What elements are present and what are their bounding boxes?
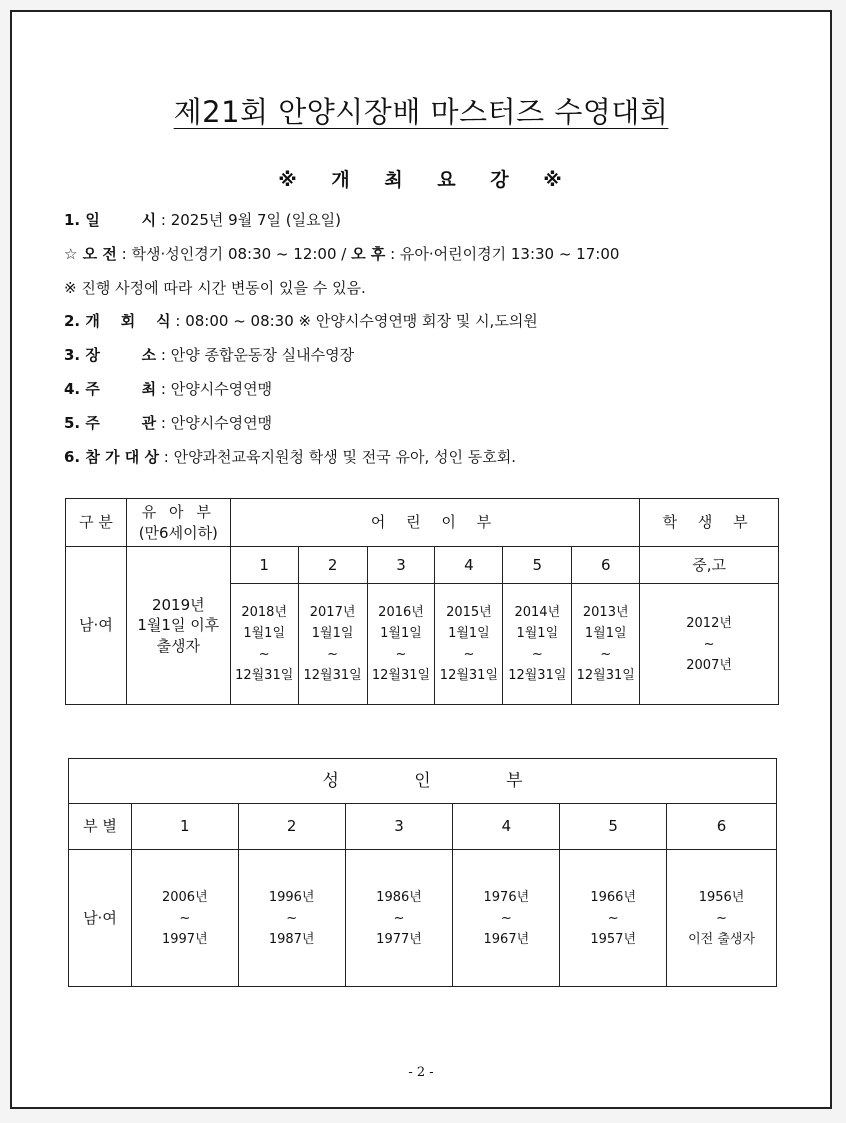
child-grade-6: 6: [572, 547, 640, 584]
adult-header: 성 인 부: [69, 759, 777, 804]
adult-years-1: 2006년 ~ 1997년: [131, 850, 238, 987]
event-info: [64, 204, 804, 474]
child-grade-4: 4: [435, 547, 503, 584]
adult-group-2: 2: [238, 804, 345, 850]
adult-years-5: 1966년 ~ 1957년: [560, 850, 667, 987]
adult-group-1: 1: [131, 804, 238, 850]
adult-year-row: [69, 850, 777, 987]
infant-birth: 2019년 1월1일 이후 출생자: [126, 547, 230, 705]
page-number: - 2 -: [408, 1065, 434, 1080]
info-participants: 6. 참 가 대 상 : 안양과천교육지원청 학생 및 전국 유아, 성인 동호회.: [64, 447, 517, 466]
adult-years-2: 1996년 ~ 1987년: [238, 850, 345, 987]
info-notice: ※ 진행 사정에 따라 시간 변동이 있을 수 있음.: [64, 278, 366, 297]
header-child: 어 린 이 부: [230, 499, 639, 547]
child-grade-2: 2: [298, 547, 367, 584]
child-years-2: 2017년 1월1일 ~ 12월31일: [298, 584, 367, 705]
adult-row-label: 남·여: [69, 850, 132, 987]
info-venue: 3. 장 소 : 안양 종합운동장 실내수영장: [64, 346, 355, 365]
child-years-4: 2015년 1월1일 ~ 12월31일: [435, 584, 503, 705]
adult-group-3: 3: [345, 804, 453, 850]
info-opening: 2. 개 회 식 : 08:00 ~ 08:30 ※ 안양시수영연맹 회장 및 시,도의원: [64, 312, 538, 331]
header-division: 구 분: [66, 499, 127, 547]
child-years-3: 2016년 1월1일 ~ 12월31일: [367, 584, 435, 705]
header-student: 학 생 부: [640, 499, 779, 547]
table-header-row: [66, 499, 779, 547]
adult-years-3: 1986년 ~ 1977년: [345, 850, 453, 987]
adult-division-table: [68, 758, 777, 987]
student-years: 2012년 ~ 2007년: [640, 584, 779, 705]
child-years-5: 2014년 1월1일 ~ 12월31일: [503, 584, 572, 705]
adult-group-row: [69, 804, 777, 850]
row-label: 남·여: [66, 547, 127, 705]
document-page: [10, 10, 832, 1109]
child-years-1: 2018년 1월1일 ~ 12월31일: [230, 584, 298, 705]
child-grade-5: 5: [503, 547, 572, 584]
youth-division-table: [65, 498, 779, 705]
adult-years-4: 1976년 ~ 1967년: [453, 850, 560, 987]
child-years-6: 2013년 1월1일 ~ 12월31일: [572, 584, 640, 705]
header-group: 부 별: [69, 804, 132, 850]
adult-group-5: 5: [560, 804, 667, 850]
section-subtitle: ※ 개 최 요 강 ※: [278, 169, 564, 191]
adult-header-row: [69, 759, 777, 804]
adult-group-4: 4: [453, 804, 560, 850]
document-title: 제21회 안양시장배 마스터즈 수영대회: [173, 95, 669, 129]
student-grade: 중,고: [640, 547, 779, 584]
header-infant: 유 아 부 (만6세이하): [126, 499, 230, 547]
info-schedule: ☆ 오 전 : 학생·성인경기 08:30 ~ 12:00 / 오 후 : 유아·어린이경기 13:30 ~ 17:00: [64, 244, 620, 263]
info-host: 4. 주 최 : 안양시수영연맹: [64, 379, 273, 398]
info-date: 1. 일 시 : 2025년 9월 7일 (일요일): [64, 211, 341, 229]
child-grade-3: 3: [367, 547, 435, 584]
adult-years-6: 1956년 ~ 이전 출생자: [667, 850, 777, 987]
child-grade-1: 1: [230, 547, 298, 584]
grade-row: [66, 547, 779, 584]
info-organizer: 5. 주 관 : 안양시수영연맹: [64, 413, 273, 432]
adult-group-6: 6: [667, 804, 777, 850]
